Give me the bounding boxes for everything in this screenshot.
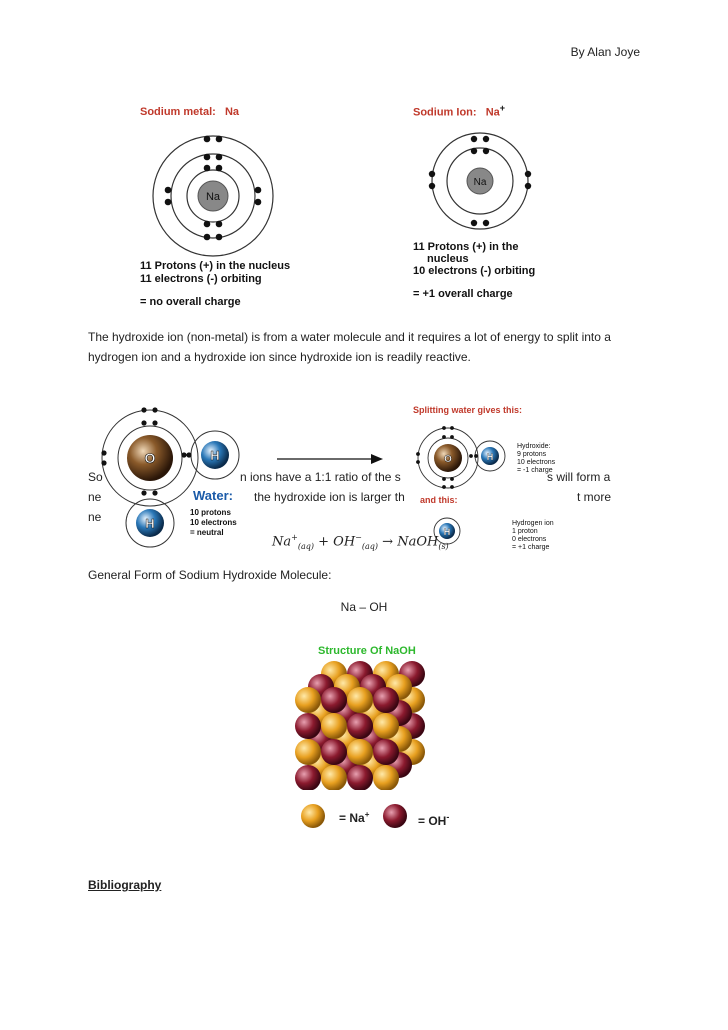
- eq-oh: OH: [333, 534, 356, 550]
- reaction-equation: [272, 533, 449, 551]
- legend-na-ball: [300, 803, 326, 829]
- na-ion-ball: [295, 687, 321, 713]
- water-line1: 10 protons: [190, 508, 231, 517]
- sodium-metal-figure: [130, 100, 320, 310]
- hydroxide-title: Hydroxide:: [517, 443, 551, 450]
- bibliography-heading: Bibliography: [88, 878, 162, 892]
- sodium-atom-diagram: [150, 130, 280, 260]
- sodium-ion-nucleus-label: Na: [473, 177, 487, 188]
- legend-na-text: = Na: [339, 811, 365, 825]
- hidden-text-l2-left: ne: [88, 490, 102, 504]
- water-line3: = neutral: [190, 528, 224, 537]
- reaction-arrow: [275, 452, 385, 466]
- hidden-text-l1-right: s will form a: [547, 470, 611, 484]
- na-ion-ball: [295, 739, 321, 765]
- hidden-text-l3-left: ne: [88, 510, 102, 524]
- sodium-metal-title: Sodium metal:: [140, 106, 216, 118]
- eq-product-sub: (s): [438, 541, 449, 551]
- hydrogen-line2: 0 electrons: [512, 536, 547, 543]
- hidden-text-l1-mid: n ions have a 1:1 ratio of the s: [240, 470, 401, 484]
- author-name: By Alan Joye: [570, 45, 640, 59]
- oh-ion-ball: [347, 765, 373, 790]
- legend-oh: [418, 812, 449, 828]
- hydroxide-h-label: H: [486, 452, 494, 462]
- hidden-text-l2-mid: the hydroxide ion is larger th: [254, 490, 405, 504]
- hydroxide-line3: = -1 charge: [517, 467, 553, 474]
- na-ion-ball: [373, 713, 399, 739]
- hydrogen-title: Hydrogen ion: [512, 520, 554, 527]
- water-o-label: O: [144, 450, 156, 466]
- legend-oh-text: = OH: [418, 814, 447, 828]
- hydrogen-ion-h-label: H: [443, 527, 451, 537]
- sodium-ion-figure: [405, 98, 575, 303]
- and-this-label: and this:: [420, 495, 458, 505]
- na-ion-ball: [321, 713, 347, 739]
- sodium-metal-line2: 11 electrons (-) orbiting: [140, 273, 262, 285]
- water-h2-label: H: [145, 516, 155, 531]
- oh-ion-ball: [321, 739, 347, 765]
- general-form-label: General Form of Sodium Hydroxide Molecule:: [88, 568, 332, 582]
- hydroxide-diagram: [410, 421, 520, 501]
- hydrogen-line1: 1 proton: [512, 528, 538, 535]
- oh-ion-ball: [373, 739, 399, 765]
- water-h1-label: H: [210, 448, 220, 463]
- water-diagram: [98, 403, 268, 553]
- sodium-metal-symbol: Na: [224, 106, 240, 118]
- hydrogen-line3: = +1 charge: [512, 544, 550, 551]
- oh-ion-ball: [373, 687, 399, 713]
- structure-title: Structure Of NaOH: [318, 645, 416, 657]
- eq-oh-sup: −: [355, 533, 362, 542]
- oh-ion-ball: [295, 713, 321, 739]
- sodium-ion-title: Sodium Ion:: [413, 106, 477, 119]
- legend-oh-sup: -: [446, 812, 450, 822]
- hydroxide-o-label: O: [444, 454, 452, 465]
- water-line2: 10 electrons: [190, 518, 237, 527]
- hydroxide-line1: 9 protons: [517, 451, 547, 458]
- formula: Na – OH: [340, 600, 388, 614]
- na-ion-ball: [347, 739, 373, 765]
- sodium-ion-symbol: Na: [485, 106, 500, 119]
- sodium-metal-charge: = no overall charge: [140, 296, 241, 308]
- legend-na: [339, 810, 369, 825]
- sodium-nucleus-label: Na: [205, 191, 221, 203]
- oh-ion-ball: [347, 713, 373, 739]
- oh-ion-ball: [321, 687, 347, 713]
- hydroxide-paragraph: The hydroxide ion (non-metal) is from a water molecule and it requires a lot of energy to split into a hydrogen ion and a hydroxide ion since hydroxide ion is readily reactive.: [88, 330, 611, 364]
- sodium-ion-line2: 10 electrons (-) orbiting: [413, 265, 536, 277]
- hidden-text-l1-left: So: [88, 470, 103, 484]
- sodium-ion-diagram: [420, 126, 540, 236]
- eq-na: Na: [272, 534, 292, 550]
- hydroxide-line2: 10 electrons: [517, 459, 556, 466]
- sodium-metal-line1: 11 Protons (+) in the nucleus: [140, 260, 291, 272]
- sodium-ion-line1b: nucleus: [427, 253, 469, 265]
- na-ion-ball: [321, 765, 347, 790]
- water-title: Water:: [193, 488, 233, 503]
- sodium-ion-charge: = +1 overall charge: [413, 288, 513, 300]
- na-ion-ball: [347, 687, 373, 713]
- water-molecule-figure: [98, 403, 268, 553]
- eq-arrow: →: [382, 534, 394, 550]
- na-ion-ball: [373, 765, 399, 790]
- sodium-ion-superscript: +: [499, 103, 506, 113]
- naoh-lattice: [290, 660, 450, 790]
- oh-ion-ball: [295, 765, 321, 790]
- sodium-ion-line1: 11 Protons (+) in the: [413, 241, 519, 253]
- eq-oh-sub: (aq): [361, 541, 379, 551]
- eq-plus: +: [318, 534, 330, 550]
- legend-na-sup: +: [364, 810, 370, 819]
- split-title: Splitting water gives this:: [413, 405, 523, 415]
- split-water-figure: [410, 403, 565, 553]
- eq-product: NaOH: [397, 534, 439, 550]
- legend-oh-ball: [382, 803, 408, 829]
- eq-na-sub: (aq): [297, 541, 314, 551]
- hidden-text-l2-right: t more: [577, 490, 612, 504]
- eq-na-sup: +: [291, 533, 298, 542]
